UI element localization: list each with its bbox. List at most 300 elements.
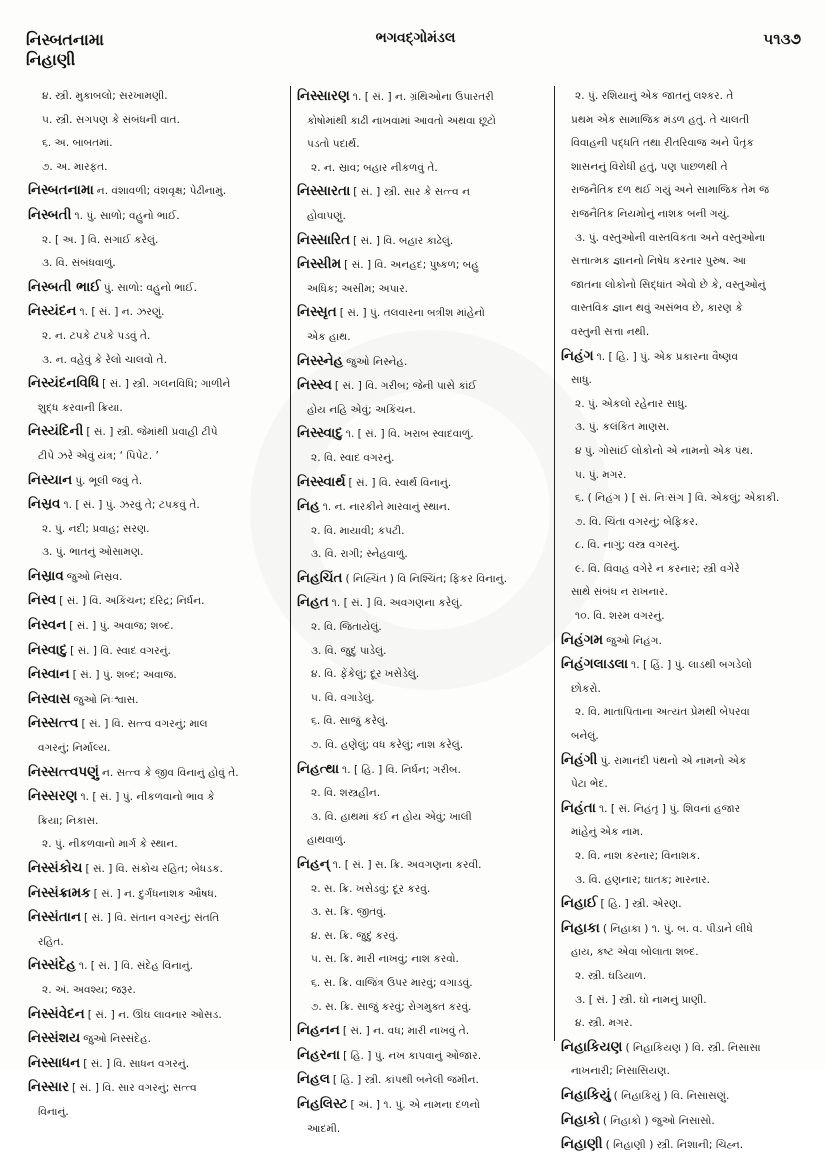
entry-continuation — [561, 180, 815, 202]
definition-text: ૩. પું. ભાતનું ઓસામણ. — [42, 546, 144, 559]
headword: નિસ્સંકોચ — [28, 860, 83, 876]
definition-text: ૭. વિ. હણેલું; વધ કરેલું; નાશ કરેલું. — [311, 739, 464, 752]
definition-text: ૫. સ. ક્રિ. મારી નાખવું; નાશ કરવો. — [311, 953, 459, 966]
definition-text: જુઓ નિસ્રવ. — [66, 570, 123, 583]
headword: નિસ્વાદુ — [28, 641, 68, 658]
entry-sense — [561, 702, 815, 724]
headword: નિહંગી — [561, 751, 598, 768]
dictionary-entry — [297, 254, 549, 277]
entry-sense — [561, 559, 815, 581]
definition-text: ૧. [ સં. ] સ. ક્રિ. અવગણના કરવી. — [332, 859, 482, 871]
headword: નિસ્સ્વ — [297, 377, 332, 394]
headword: નિસ્સૃત — [297, 304, 337, 321]
definition-text: [ સં. ] ન. દુર્ગંધનાશક ઔષધ. — [93, 887, 218, 900]
dictionary-entry — [28, 373, 282, 396]
definition-text: [ અં. ] ૧. પું. એ નામના દળનો — [350, 1098, 481, 1111]
definition-text: ૩. વિ. સંબંધવાળું. — [42, 257, 116, 270]
headword: નિસ્સ્વાર્થ — [297, 473, 346, 490]
headword: નિહાકા — [561, 919, 600, 936]
entry-continuation — [297, 279, 549, 301]
definition-text: સાથે સંબંધ ન રાખનાર. — [571, 586, 668, 599]
definition-text: પું. સાળો: વહુનો ભાઈ. — [103, 281, 197, 294]
definition-text: વાસ્તવિક જ્ઞાન થવું અસંભવ છે, કારણ કે — [571, 302, 743, 315]
dictionary-entry — [297, 1020, 549, 1043]
definition-text: [ સં. ] ન. ઊંઘ લાવનાર ઓસડ. — [87, 1008, 222, 1021]
dictionary-entry — [28, 470, 282, 493]
entry-continuation — [561, 133, 815, 155]
headword: નિહત્થા — [297, 760, 340, 777]
entry-sense — [297, 448, 549, 470]
definition-text: અધિક; અસીમ; અપાર. — [307, 282, 409, 295]
definition-text: ૨. વિ. શસ્ત્રહીન. — [311, 787, 381, 800]
headword: નિસ્યાન — [28, 471, 73, 488]
definition-text: ૧. [ હિ. ] પું. એક પ્રકારના વૈષ્ણવ — [596, 350, 739, 363]
definition-text: [ સં. ] વિ. સ્વાર્થ વિનાનું. — [348, 476, 452, 489]
entry-sense — [297, 783, 549, 805]
definition-text: જાતના લોકોનો સિદ્ધાંત એવો છે કે, વસ્તુઓનું — [571, 278, 766, 291]
definition-text: ૬. વિ. સાજું કરેલું. — [311, 715, 389, 728]
definition-text: ૭. સ. ક્રિ. સાજું કરવું; રોગમુક્ત કરવું. — [311, 1000, 472, 1013]
dictionary-entry — [297, 351, 549, 374]
entry-sense — [28, 110, 282, 132]
definition-text: ૯. વિ. વિવાહ વગેરે ન કરનાર; સ્ત્રી વગેરે — [575, 562, 740, 575]
definition-text: ૭. અ. મારફત. — [42, 160, 108, 173]
definition-text: ૬. સ. ક્રિ. વાજિંત્ર ઉપર મારવું; વગાડવું. — [311, 976, 473, 989]
definition-text: [ સં. ] વિ. અનહદ; પુષ્કળ; બહુ — [344, 259, 479, 272]
dictionary-entry — [28, 494, 282, 517]
dictionary-entry — [561, 630, 815, 653]
dictionary-entry — [297, 1069, 549, 1092]
headword: નિહ — [297, 498, 320, 515]
definition-text: બનેલું. — [571, 730, 599, 743]
dictionary-entry — [297, 375, 549, 398]
definition-text: હાથવાળું. — [307, 834, 347, 847]
dictionary-entry — [28, 640, 282, 663]
entry-sense — [561, 86, 815, 108]
column-right — [554, 86, 815, 1153]
entry-continuation — [28, 738, 282, 760]
headword: નિસ્સ્નેહ — [297, 352, 344, 369]
entry-continuation — [561, 822, 815, 844]
definition-text: ૪. સ. ક્રિ. જુદું કરવું. — [311, 929, 399, 942]
definition-text: ( નિહાકો ) જુઓ નિસાસો. — [602, 1114, 715, 1127]
definition-text: ૨. વિ. સ્વાદ વગરનું. — [311, 451, 395, 464]
definition-text: ૨. [ અ. ] વિ. સગાઈ કરેલું. — [42, 233, 159, 246]
headword: નિસ્વાન — [28, 666, 70, 683]
headword: નિહન્ — [297, 856, 330, 872]
headword: નિહાણી — [561, 1136, 603, 1153]
definition-text: ૩. વિ. જુદું પાડેલું. — [311, 644, 387, 657]
definition-text: ૭. વિ. ચિંતા વગરનું; બેફિકર. — [575, 515, 699, 528]
dictionary-entry — [297, 472, 549, 495]
dictionary-entry — [561, 654, 815, 677]
headword: નિસ્સ્વાદુ — [297, 425, 343, 442]
page-number: ૫૧૩૭ — [763, 30, 801, 48]
definition-text: એક હાથ. — [307, 330, 351, 343]
entry-continuation — [561, 726, 815, 748]
definition-text: [ હિ. ] પું. નખ કાપવાનું ઓજાર. — [343, 1049, 482, 1062]
headword: નિસ્યંદનવિધિ — [28, 375, 100, 392]
definition-text: ૪. સ્ત્રી. મુકાબલો; સરખામણી. — [42, 90, 168, 102]
definition-text: [ સં. ] ન. વધ; મારી નાખવું તે. — [342, 1025, 470, 1038]
entry-sense — [28, 350, 282, 372]
definition-text: ૩. [ સં. ] સ્ત્રી. ઘો નામનું પ્રાણી. — [575, 993, 707, 1006]
dictionary-entry — [297, 592, 549, 615]
headword: નિસ્સંક્રામક — [28, 884, 91, 901]
definition-text: આદમી. — [307, 1122, 341, 1135]
definition-text: [ સં. ] વિ. સ્વાદ વગરનું. — [70, 644, 171, 657]
headword: નિસ્યંદિની — [28, 423, 84, 440]
definition-text: ૧. [ સં. ] પું. ઝરવું તે; ટપકવું તે. — [63, 499, 200, 512]
definition-text: ૨. વિ. માયાવી; કપટી. — [311, 524, 405, 537]
dictionary-entry — [28, 858, 282, 881]
definition-text: [ હિ. ] સ્ત્રી. કાંપથી બનેલી જમીન. — [332, 1074, 479, 1087]
entry-sense — [28, 542, 282, 564]
dictionary-entry — [28, 713, 282, 736]
entry-continuation — [561, 275, 815, 297]
entry-continuation — [561, 1061, 815, 1083]
headword: નિહંગ — [561, 347, 594, 364]
definition-text: હાય, કષ્ટ એવા બોલાતા શબ્દ. — [571, 946, 699, 959]
dictionary-entry — [28, 590, 282, 613]
headword: નિસ્સંશય — [28, 1030, 81, 1047]
headword: નિહરના — [297, 1046, 341, 1063]
dictionary-entry — [28, 180, 282, 203]
definition-text: ૨. પું. નીકળવાનો માર્ગ કે સ્થાન. — [42, 838, 178, 851]
definition-text: [ સં. ] વિ. સંતાન વગરનું; સંતતિ — [84, 912, 220, 925]
dictionary-entry — [561, 1110, 815, 1133]
dictionary-entry — [28, 1004, 282, 1027]
definition-text: ( નિહ્ચિંત ) વિ નિશ્ચિંત; ફિકર વિનાનું. — [345, 572, 507, 585]
definition-text: ૨. પું. રશિયાનું એક જાતનું લશ્કર. તે — [575, 90, 734, 102]
entry-sense — [28, 326, 282, 348]
definition-text: ૧. ન. નારકીને મારવાનું સ્થાન. — [322, 501, 451, 514]
dictionary-entry — [28, 301, 282, 324]
definition-text: ૧. [ સં. ] ન. ગ્રંથિઓના ઉપારતરી — [352, 91, 494, 103]
definition-text: હોય નહિ એવું; અકિંચન. — [307, 403, 416, 416]
definition-text: પું. રામાનંદી પંથનો એ નામનો એક — [600, 754, 747, 767]
definition-text: ૧. પું. સાળો; વહુનો ભાઈ. — [74, 209, 180, 222]
dictionary-entry — [561, 346, 815, 369]
entry-continuation — [561, 942, 815, 964]
headword: નિસ્સારણ — [297, 88, 350, 104]
definition-text: [ સં. ] વિ. સત્ત્વ વગરનું; માલ — [81, 718, 208, 731]
dictionary-entry — [28, 421, 282, 444]
dictionary-entry — [297, 181, 549, 204]
definition-text: [ હિ. ] સ્ત્રી. એરણ. — [600, 898, 682, 911]
entry-sense — [297, 879, 549, 901]
definition-text: ૨. ન. સ્રાવ; બહાર નીકળવું તે. — [311, 161, 438, 174]
dictionary-entry — [297, 568, 549, 591]
headword: નિહાકિયું — [561, 1086, 611, 1103]
definition-text: ન. વંશાવળી; વંશવૃક્ષ; પેઢીનામું. — [96, 185, 227, 198]
entry-sense — [297, 641, 549, 663]
definition-text: શાસનનું વિરોધી હતું, પણ પાછળથી તે — [571, 160, 728, 173]
headword: નિહનન — [297, 1022, 340, 1039]
entry-sense — [28, 253, 282, 275]
headword: નિહાકો — [561, 1111, 600, 1128]
definition-text: ૨. વિ. જિતાયેલું. — [311, 621, 382, 634]
entry-sense — [297, 973, 549, 995]
entry-sense — [28, 230, 282, 252]
headword: નિસ્સરણ — [28, 788, 78, 805]
definition-text: ન. સત્ત્વ કે જીવ વિનાનું હોવું તે. — [101, 766, 239, 779]
entry-sense — [561, 870, 815, 892]
entry-sense — [561, 606, 815, 628]
entry-sense — [28, 980, 282, 1002]
definition-text: રહિત. — [38, 935, 64, 948]
entry-continuation — [297, 830, 549, 852]
dictionary-entry — [297, 1094, 549, 1117]
entry-sense — [561, 990, 815, 1012]
definition-text: શુદ્ધ કરવાની ક્રિયા. — [38, 401, 123, 414]
headword: નિસ્સત્ત્વ — [28, 715, 79, 732]
entry-continuation — [561, 298, 815, 320]
entry-sense — [561, 394, 815, 416]
entry-continuation — [28, 398, 282, 420]
dictionary-entry — [28, 786, 282, 809]
dictionary-entry — [561, 893, 815, 916]
entry-sense — [297, 544, 549, 566]
definition-text: વિવાહની પદ્ધતિ તથા રીતરિવાજ અને પૈતૃક — [571, 137, 754, 150]
headword: નિહત — [297, 594, 329, 611]
entry-continuation — [297, 111, 549, 133]
definition-text: હોવાપણું. — [307, 209, 346, 222]
dictionary-entry — [28, 762, 282, 785]
entry-continuation — [28, 1102, 282, 1124]
definition-text: [ સં. ] વિ. સાર વગરનું; સત્ત્વ — [72, 1082, 197, 1095]
definition-text: ૮. વિ. નાગું; વસ્ત્ર વગરનું. — [575, 539, 680, 552]
entry-sense — [297, 688, 549, 710]
definition-text: ૧. [ હિં. ] પું. લાડથી બગડેલો — [631, 659, 752, 672]
dictionary-entry — [28, 277, 282, 300]
definition-text: ૩. વિ. રાગી; સ્નેહવાળું. — [311, 548, 408, 561]
dictionary-entry — [561, 798, 815, 821]
entry-continuation — [297, 206, 549, 228]
definition-text: [ સં. ] વિ. અકિંચન; દરિદ્ર; નિર્ધન. — [59, 595, 205, 608]
definition-text: પું. ભૂલી જવું તે. — [75, 474, 143, 487]
dictionary-entry — [297, 759, 549, 782]
definition-text: ૧. [ સં. ] વિ. અવગણના કરેલું. — [331, 597, 463, 610]
entry-sense — [297, 902, 549, 924]
headword: નિસ્સંવેદન — [28, 1005, 85, 1022]
dictionary-entry — [561, 918, 815, 941]
entry-sense — [561, 966, 815, 988]
dictionary-entry — [28, 883, 282, 906]
entry-sense — [28, 519, 282, 541]
entry-sense — [297, 711, 549, 733]
definition-text: ૧. [ હિ. ] વિ. નિર્ધન; ગરીબ. — [342, 763, 461, 776]
entry-continuation — [28, 446, 282, 468]
definition-text: સત્તાત્મક જ્ઞાનનો નિષેધ કરનાર પુરુષ. આ — [571, 255, 747, 268]
headword: નિસ્સારતા — [297, 183, 351, 200]
column-left — [28, 86, 282, 1118]
entry-sense — [297, 997, 549, 1019]
dictionary-entry — [297, 854, 549, 877]
definition-text: કોષોમાંથી કાઢી નાખવામાં આવતો અથવા છૂટો — [307, 114, 496, 127]
entry-continuation — [561, 322, 815, 344]
definition-text: ૧૦. વિ. શરમ વગરનું. — [575, 610, 665, 623]
headword: નિહંગમ — [561, 631, 604, 648]
definition-text: ૩. પું. કલંકિત માણસ. — [575, 421, 670, 434]
dictionary-entry — [297, 86, 549, 109]
entry-sense — [561, 417, 815, 439]
definition-text: ૧. [ સં. ] પું. નીકળવાનો ભાવ કે — [80, 791, 215, 804]
page-header — [26, 30, 805, 70]
definition-text: પેટા ભેદ. — [571, 778, 608, 791]
definition-text: ૪. સ્ત્રી. મગર. — [575, 1017, 633, 1030]
entry-continuation — [561, 110, 815, 132]
dictionary-entry — [28, 615, 282, 638]
definition-text: ૫. વિ. વગાડેલું. — [311, 691, 375, 704]
definition-text: ૩. સ. ક્રિ. જીતવું. — [311, 906, 387, 919]
dictionary-entry — [561, 1134, 815, 1157]
definition-text: ૫. સ્ત્રી. સગપણ કે સંબંધની વાત. — [42, 113, 180, 126]
definition-text: ૩. પું. વસ્તુઓની વાસ્તવિકતા અને વસ્તુઓના — [575, 231, 766, 244]
definition-text: ૧. [ સં. ] વિ. ખરાબ સ્વાદવાળું. — [345, 428, 474, 441]
definition-text: ૬. અ. બાબતમાં. — [42, 137, 113, 150]
definition-text: વસ્તુની સત્તા નથી. — [571, 325, 650, 338]
headword: નિહલિસ્ટ — [297, 1095, 348, 1112]
definition-text: ૨. વિ. નાશ કરનાર; વિનાશક. — [575, 850, 701, 862]
definition-text: [ સં. ] સ્ત્રી. જેમાંથી પ્રવાહી ટીપે — [86, 426, 218, 439]
entry-sense — [28, 86, 282, 108]
entry-continuation — [297, 134, 549, 156]
headword: નિહચિંત — [297, 569, 343, 586]
entry-sense — [561, 846, 815, 868]
entry-continuation — [297, 327, 549, 349]
definition-text: પ્રથમ એક સામાજિક મંડળ હતું. તે ચાલતી — [571, 113, 750, 126]
entry-continuation — [561, 204, 815, 226]
definition-text: [ સં. ] વિ. સંકોચ રહિત; બેધડક. — [85, 863, 223, 875]
definition-text: રાજનૈતિક નિયમોનું નાશક બની ગયું. — [571, 207, 730, 220]
headword: નિસ્વ — [28, 592, 57, 609]
entry-sense — [561, 228, 815, 250]
dictionary-entry — [297, 230, 549, 253]
definition-text: ૬. ( નિહંગ ) [ સં. નિઃસંગ ] વિ. એકલું; એકાકી. — [575, 492, 780, 505]
headword: નિસ્બતી — [28, 206, 72, 223]
dictionary-columns — [28, 86, 808, 1153]
headword: નિસ્સારિત — [297, 231, 351, 248]
definition-text: જુઓ નિસ્સંદેહ. — [83, 1033, 151, 1046]
entry-sense — [297, 949, 549, 971]
definition-text: ૧. [ સં. ] ન. ઝરણું. — [79, 306, 165, 319]
dictionary-entry — [561, 750, 815, 773]
definition-text: જુઓ નિહંગ. — [606, 634, 662, 647]
headword: નિસ્સત્ત્વપણું — [28, 763, 99, 780]
definition-text: [ સં. ] વિ. બહાર કાઢેલું. — [353, 234, 454, 247]
entry-continuation — [561, 251, 815, 273]
definition-text: ( નિહાકા ) ૧. પું. બ. વ. પીડાને લીધે — [602, 922, 753, 935]
definition-text: ૨. સ્ત્રી. ઘડિયાળ. — [575, 969, 647, 982]
definition-text: [ સં. ] પું. અવાજ; શબ્દ. — [69, 620, 174, 633]
headword: નિસ્સંતાન — [28, 909, 82, 926]
entry-sense — [297, 158, 549, 180]
entry-continuation — [28, 932, 282, 954]
dictionary-entry — [28, 1077, 282, 1100]
dictionary-entry — [28, 664, 282, 687]
headword: નિસ્બતનામા — [28, 182, 94, 199]
entry-sense — [297, 735, 549, 757]
definition-text: [ સં. ] સ્ત્રી. ગલનવિધિ; ગાળીને — [102, 378, 231, 391]
entry-continuation — [28, 811, 282, 833]
entry-continuation — [561, 582, 815, 604]
headword: નિસ્સીમ — [297, 256, 342, 273]
headword: નિસ્વન — [28, 617, 67, 634]
running-title: ભગવદ્ગોમંડલ — [375, 30, 456, 46]
definition-text: ૪. વિ. ફેંકેલું; દૂર ખસેડેલું. — [311, 668, 420, 681]
entry-sense — [297, 617, 549, 639]
dictionary-entry — [28, 907, 282, 930]
dictionary-entry — [28, 205, 282, 228]
definition-text: રાજનૈતિક દળ થઈ ગયું અને સામાજિક તેમ જ — [571, 184, 770, 197]
entry-sense — [561, 535, 815, 557]
definition-text: ટીપે ઝરે એવું યંત્ર; ‘ પિપેટ. ’ — [38, 449, 159, 462]
definition-text: ૨. અં. અવશ્ય; જરૂર. — [42, 983, 136, 996]
definition-text: વિનાનું. — [38, 1105, 69, 1118]
entry-continuation — [561, 370, 815, 392]
guide-word-first: નિસ્બતનામા — [26, 30, 104, 49]
definition-text: ૨. સ. ક્રિ. ખસેડવું; દૂર કરવું. — [311, 882, 431, 895]
definition-text: ૧. [ સં. નિહંતૃ ] પું. શિવનાં હજાર — [598, 802, 741, 815]
entry-sense — [297, 926, 549, 948]
entry-sense — [28, 834, 282, 856]
dictionary-entry — [28, 566, 282, 589]
definition-text: નાખનારી; નિસાસિયણ. — [571, 1065, 670, 1078]
definition-text: ૧. [ સં. ] વિ. સંદેહ વિનાનું. — [78, 960, 193, 973]
headword: નિસ્સાર — [28, 1079, 70, 1096]
headword: નિસ્સાધન — [28, 1054, 81, 1071]
definition-text: ૨. વિ. માતાપિતાના અત્યંત પ્રેમથી બેપરવા — [575, 706, 750, 719]
definition-text: [ સં. ] પું. તલવારના બત્રીશ માંહેનો — [339, 307, 485, 320]
definition-text: ૨. પું. એકલો રહેનાર સાધુ. — [575, 397, 688, 410]
entry-continuation — [561, 157, 815, 179]
dictionary-entry — [28, 689, 282, 712]
dictionary-entry — [561, 1085, 815, 1108]
headword: નિહંગલાડલા — [561, 656, 629, 673]
definition-text: [ સં. ] સ્ત્રી. સાર કે સત્ત્વ ન — [353, 186, 470, 199]
headword: નિહાઈ — [561, 895, 598, 912]
definition-text: ૨. પું. નદી; પ્રવાહ; સરણ. — [42, 522, 150, 535]
headword: નિહંતા — [561, 799, 596, 816]
definition-text: [ સં. ] પું. શબ્દ; અવાજ. — [72, 669, 177, 682]
entry-sense — [297, 807, 549, 829]
definition-text: ૩. ન. વહેવું કે રેલો ચાલવો તે. — [42, 353, 167, 366]
entry-sense — [561, 465, 815, 487]
definition-text: ( નિહાકિયણ ) વિ. સ્ત્રી. નિસાસા — [625, 1041, 761, 1054]
definition-text: ( નિહાણી ) સ્ત્રી. નિશાની; ચિહ્ન. — [605, 1139, 744, 1152]
entry-sense — [28, 133, 282, 155]
entry-sense — [28, 157, 282, 179]
headword: નિસ્સંદેહ — [28, 957, 76, 974]
guide-word-last: નિહાણી — [26, 50, 76, 69]
definition-text: [ સં. ] વિ. સાધન વગરનું. — [83, 1057, 190, 1070]
definition-text: ૫. પું. મગર. — [575, 468, 627, 481]
definition-text: ૩. વિ. હણનાર; ઘાતક; મારનાર. — [575, 873, 711, 886]
headword: નિસ્રાવ — [28, 567, 64, 584]
definition-text: વગરનું; નિર્માલ્ય. — [38, 742, 111, 755]
headword: નિસ્યંદન — [28, 303, 77, 320]
entry-sense — [561, 512, 815, 534]
headword: નિહલ — [297, 1071, 330, 1088]
entry-sense — [297, 521, 549, 543]
headword: નિહાકિયણ — [561, 1038, 623, 1055]
definition-text: ૨. ન. ટપકે ટપકે પડવું તે. — [42, 329, 151, 342]
entry-continuation — [561, 774, 815, 796]
definition-text: પડતો પદાર્થ. — [307, 138, 360, 151]
entry-sense — [297, 664, 549, 686]
definition-text: જુઓ નિઃશ્વાસ. — [73, 693, 139, 706]
